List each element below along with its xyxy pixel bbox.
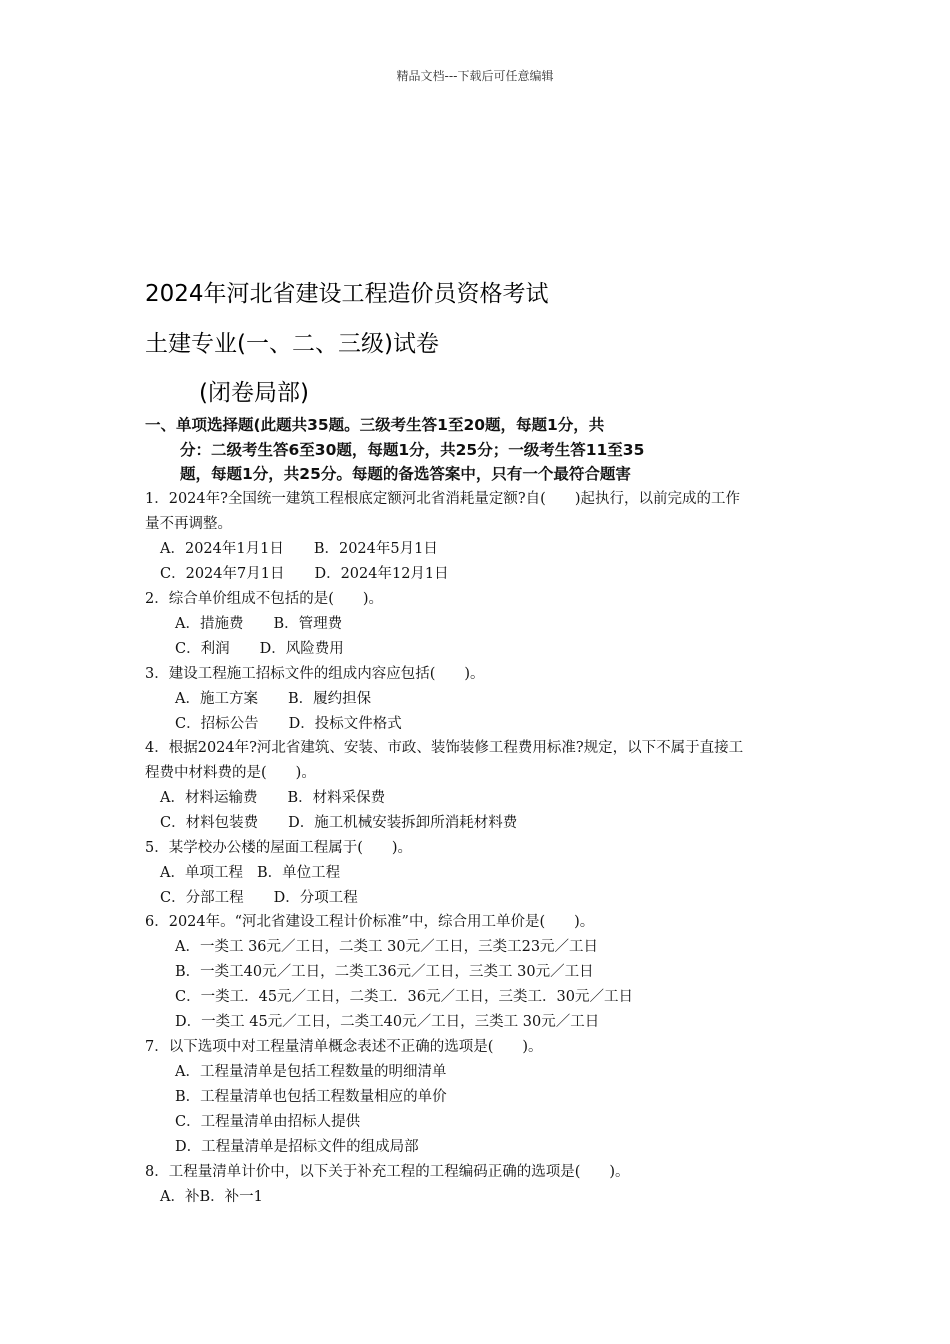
question-text: 2．综合单价组成不包括的是( )。 xyxy=(145,591,384,607)
question-text: 6．2024年。“河北省建设工程计价标准”中，综合用工单价是( )。 xyxy=(145,914,595,930)
option-row: A．补B．补一1 xyxy=(160,1189,263,1205)
option-row xyxy=(160,886,358,911)
option-d: D．一类工 45元／工日，二类工40元／工日，三类工 30元／工日 xyxy=(175,1014,600,1030)
exam-note: (闭卷局部) xyxy=(199,380,309,406)
question-7 xyxy=(145,1035,805,1060)
option-row xyxy=(175,712,402,737)
option-b: B．材料采保费 xyxy=(287,790,386,806)
option-c: C．招标公告 xyxy=(175,716,259,732)
option-b: B．履约担保 xyxy=(287,691,372,707)
option-a: A．2024年1月1日 xyxy=(160,541,284,557)
section-line-1: 一、单项选择题(此题共35题。三级考生答1至20题，每题1分，共 xyxy=(145,416,605,434)
option-row xyxy=(160,811,517,836)
option-row xyxy=(175,687,371,712)
option-a: A．一类工 36元／工日，二类工 30元／工日，三类工23元／工日 xyxy=(175,939,599,955)
question-8 xyxy=(145,1160,805,1185)
exam-title: 2024年河北省建设工程造价员资格考试 xyxy=(145,281,549,307)
question-2 xyxy=(145,587,805,612)
option-b: B．管理费 xyxy=(273,616,343,632)
question-text: 1．2024年?全国统一建筑工程根底定额河北省消耗量定额?自( )起执行，以前完成的工作 xyxy=(145,491,740,507)
option-b: B．工程量清单也包括工程数量相应的单价 xyxy=(175,1089,447,1105)
option-c: C．一类工．45元／工日，二类工．36元／工日，三类工．30元／工日 xyxy=(175,989,633,1005)
question-text: 8．工程量清单计价中，以下关于补充工程的工程编码正确的选项是( )。 xyxy=(145,1164,630,1180)
option-row xyxy=(175,612,342,637)
question-text-cont: 程费中材料费的是( )。 xyxy=(145,765,316,781)
option-row xyxy=(160,537,438,562)
section-heading xyxy=(145,413,845,487)
section-line-3: 题，每题1分，共25分。每题的备选答案中，只有一个最符合题害 xyxy=(180,465,631,483)
question-text: 3．建设工程施工招标文件的组成内容应包括( )。 xyxy=(145,666,485,682)
question-text: 7．以下选项中对工程量清单概念表述不正确的选项是( )。 xyxy=(145,1039,543,1055)
option-b: B．一类工40元／工日，二类工36元／工日，三类工 30元／工日 xyxy=(175,964,594,980)
option-a: A．措施费 xyxy=(175,616,244,632)
header-note: 精品文档---下载后可任意编辑 xyxy=(396,69,554,83)
option-a: A．工程量清单是包括工程数量的明细清单 xyxy=(175,1064,447,1080)
option-d: D．2024年12月1日 xyxy=(314,566,449,582)
option-c: C．2024年7月1日 xyxy=(160,566,285,582)
option-c: C．利润 xyxy=(175,641,230,657)
option-d: D．分项工程 xyxy=(273,890,358,906)
option-row xyxy=(160,562,449,587)
question-3 xyxy=(145,662,805,687)
question-text: 4．根据2024年?河北省建筑、安装、市政、装饰装修工程费用标准?规定，以下不属于直接工 xyxy=(145,740,744,756)
option-a: A．施工方案 xyxy=(175,691,258,707)
option-c: C．工程量清单由招标人提供 xyxy=(175,1114,361,1130)
option-b: B．单位工程 xyxy=(256,865,341,881)
option-d: D．风险费用 xyxy=(259,641,344,657)
option-d: D．施工机械安装拆卸所消耗材料费 xyxy=(288,815,518,831)
question-5 xyxy=(145,836,805,861)
question-text: 5．某学校办公楼的屋面工程属于( )。 xyxy=(145,840,413,856)
question-1 xyxy=(145,487,805,537)
option-b: B．2024年5月1日 xyxy=(313,541,438,557)
option-a: A．材料运输费 xyxy=(160,790,258,806)
option-row xyxy=(175,637,344,662)
option-a: A．单项工程 xyxy=(160,865,243,881)
question-text-cont: 量不再调整。 xyxy=(145,516,232,532)
option-row xyxy=(160,861,340,886)
question-4 xyxy=(145,736,805,786)
option-row xyxy=(160,786,385,811)
question-6 xyxy=(145,910,805,935)
exam-subtitle: 土建专业(一、二、三级)试卷 xyxy=(145,331,439,357)
option-d: D．投标文件格式 xyxy=(288,716,402,732)
section-line-2: 分：二级考生答6至30题，每题1分，共25分；一级考生答11至35 xyxy=(180,440,645,459)
option-c: C．材料包装费 xyxy=(160,815,259,831)
option-c: C．分部工程 xyxy=(160,890,244,906)
option-d: D．工程量清单是招标文件的组成局部 xyxy=(175,1139,419,1155)
